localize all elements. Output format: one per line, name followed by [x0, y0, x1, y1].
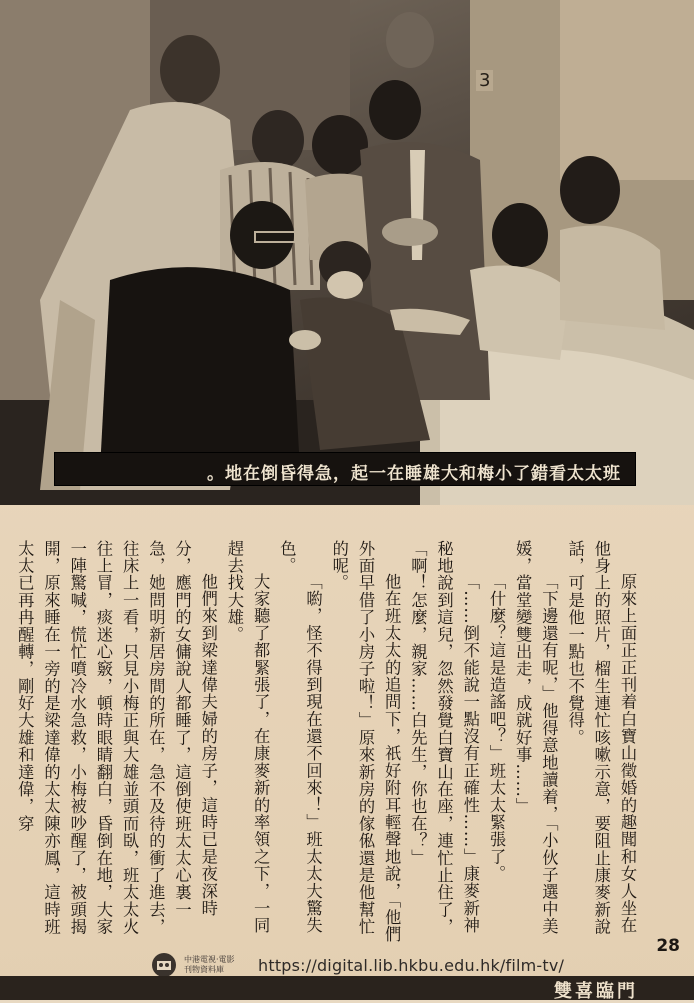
- article-paragraph: 原來上面正正刊着白寶山徵婚的趣聞和女人坐在他身上的照片，榴生連忙咳嗽示意，要阻止康麥新說話，可是他一點也不覺得。: [565, 540, 637, 936]
- photo-number-mark: 3: [476, 70, 493, 91]
- photo-caption: 。地在倒昏得急，起一在睡雄大和梅小了錯看太太班: [207, 464, 621, 484]
- photo-caption-bar: [54, 452, 636, 486]
- archive-url[interactable]: https://digital.lib.hkbu.edu.hk/film-tv/: [258, 955, 565, 975]
- article-paragraph: 「喲，怪不得到現在還不回來！」班太太大驚失色。: [277, 540, 323, 934]
- article-paragraph: 他們來到梁達偉夫婦的房子，這時已是夜深時分，應門的女傭說人都睡了，這倒使班太太心裏一急，她問明新居房間的所在，急不及待的衝了進去，往床上一看，只見小梅正與大雄並頭而臥，班太太火往上冒，痰迷心竅，頓時眼睛翻白，昏倒在地，大家一陣驚喊，慌忙噴冷水急救，小梅被吵醒了，被頭揭開，原來睡在一旁的是梁達偉的太太陳亦鳳，這時班太太已再冉醒轉，剛好大雄和達偉，穿: [15, 540, 218, 936]
- article-body: [15, 540, 640, 950]
- article-paragraph: 「下邊還有呢，」他得意地讀着，「小伙子選中美媛，當堂變雙出走，成就好事……」: [513, 540, 559, 935]
- archive-org-line2: 刊物資料庫: [184, 965, 224, 974]
- article-paragraph: 「……倒不能說一點沒有正確性……」康麥新神秘地說到這兒，忽然發覺白寶山在座，連忙止住了，「啊！怎麼，親家……白先生，你也在？」: [408, 540, 480, 936]
- article-paragraph: 「什麼？這是造謠吧？」班太太緊張了。: [486, 572, 506, 883]
- article-paragraph: 他在班太太的追問下，祇好附耳輕聲地說，「他們外面早借了小房子啦！」原來新房的傢俬還是他幫忙的呢。: [329, 540, 402, 943]
- magazine-title: 雙喜臨門: [554, 981, 638, 1002]
- archive-logo-icon: [150, 951, 178, 979]
- archive-org-line1: 中港電視·電影: [184, 955, 235, 964]
- archive-org-name: [184, 955, 252, 975]
- page-number: 28: [656, 936, 680, 956]
- article-paragraph: 大家聽了都緊張了，在康麥新的率領之下，一同趕去找大雄。: [224, 540, 271, 934]
